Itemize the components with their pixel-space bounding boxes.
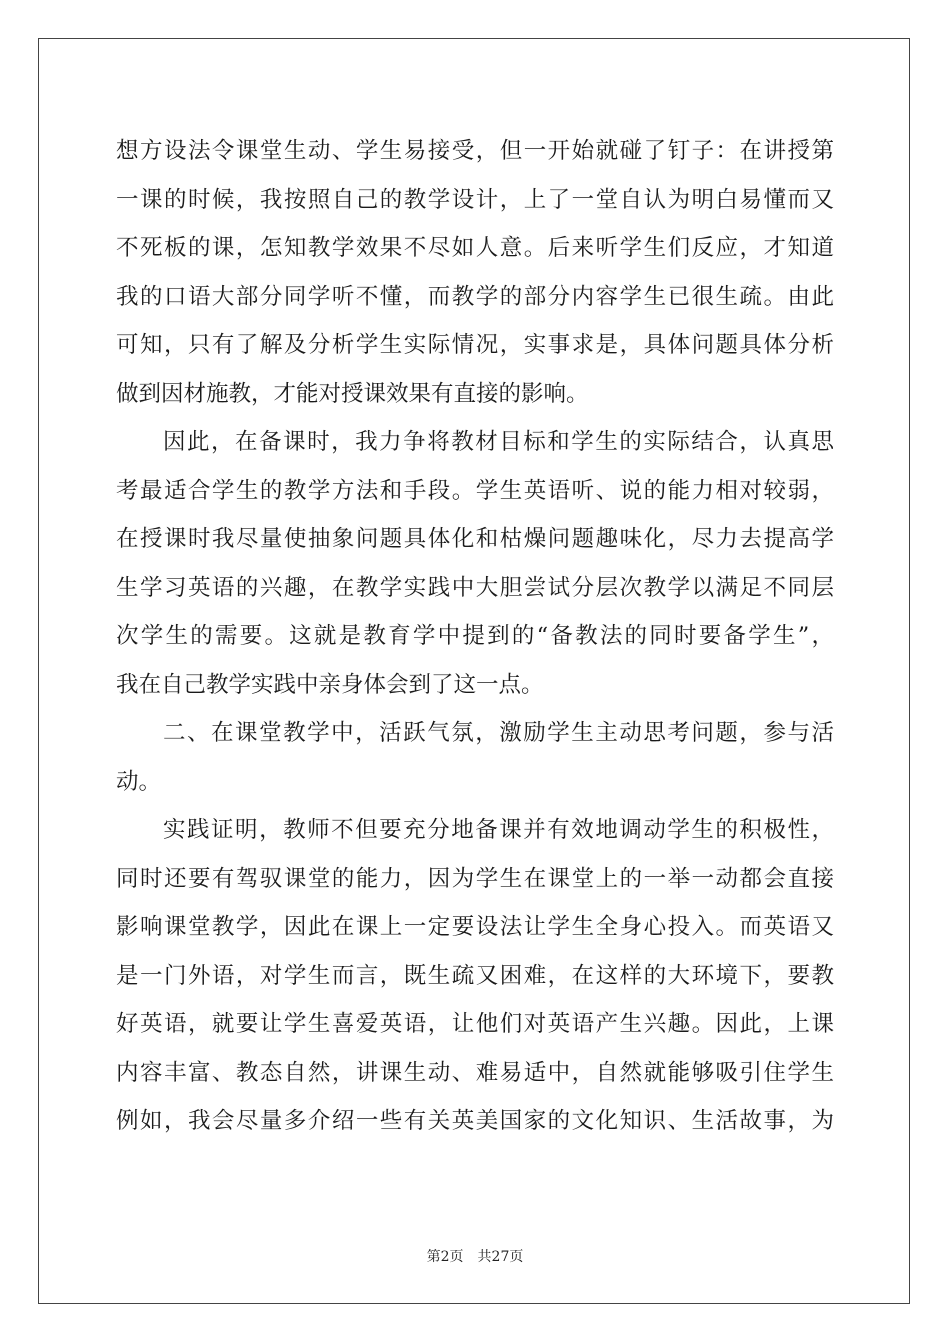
text-line: 好英语，就要让学生喜爱英语，让他们对英语产生兴趣。因此，上课 <box>116 1011 834 1037</box>
page-footer <box>0 1246 950 1266</box>
text-line: 想方设法令课堂生动、学生易接受，但一开始就碰了钉子：在讲授第 <box>116 138 834 164</box>
text-line: 我的口语大部分同学听不懂，而教学的部分内容学生已很生疏。由此 <box>116 283 834 310</box>
text-line: 一课的时候，我按照自己的教学设计，上了一堂自认为明白易懂而又 <box>116 186 834 213</box>
text-line: 例如，我会尽量多介绍一些有关英美国家的文化知识、生活故事，为 <box>116 1108 834 1134</box>
text-line: 同时还要有驾驭课堂的能力，因为学生在课堂上的一举一动都会直接 <box>116 865 834 892</box>
text-line: 影响课堂教学，因此在课上一定要设法让学生全身心投入。而英语又 <box>116 914 834 940</box>
current-page-number: 第2页 <box>426 1249 464 1265</box>
total-pages: 共27页 <box>477 1249 524 1265</box>
text-line: 生学习英语的兴趣，在教学实践中大胆尝试分层次教学以满足不同层 <box>116 574 834 601</box>
text-line: 内容丰富、教态自然，讲课生动、难易适中，自然就能够吸引住学生 <box>116 1059 834 1086</box>
text-line: 二、在课堂教学中，活跃气氛，激励学生主动思考问题，参与活 <box>163 720 834 746</box>
text-line: 动。 <box>116 768 162 795</box>
document-body <box>116 127 834 1146</box>
paragraph <box>116 127 834 418</box>
text-line: 实践证明，教师不但要充分地备课并有效地调动学生的积极性， <box>163 817 834 843</box>
paragraph <box>116 709 834 806</box>
text-line: 我在自己教学实践中亲身体会到了这一点。 <box>116 671 544 698</box>
text-line: 做到因材施教，才能对授课效果有直接的影响。 <box>116 380 589 407</box>
paragraph <box>116 806 834 1146</box>
text-line: 考最适合学生的教学方法和手段。学生英语听、说的能力相对较弱， <box>116 477 834 504</box>
text-line: 是一门外语，对学生而言，既生疏又困难，在这样的大环境下，要教 <box>116 962 834 989</box>
text-line: 次学生的需要。这就是教育学中提到的“备教法的同时要备学生”， <box>116 623 834 649</box>
text-line: 在授课时我尽量使抽象问题具体化和枯燥问题趣味化，尽力去提高学 <box>116 526 834 552</box>
text-line: 因此，在备课时，我力争将教材目标和学生的实际结合，认真思 <box>163 429 834 455</box>
text-line: 不死板的课，怎知教学效果不尽如人意。后来听学生们反应，才知道 <box>116 235 834 261</box>
paragraph <box>116 418 834 709</box>
text-line: 可知，只有了解及分析学生实际情况，实事求是，具体问题具体分析 <box>116 332 834 358</box>
